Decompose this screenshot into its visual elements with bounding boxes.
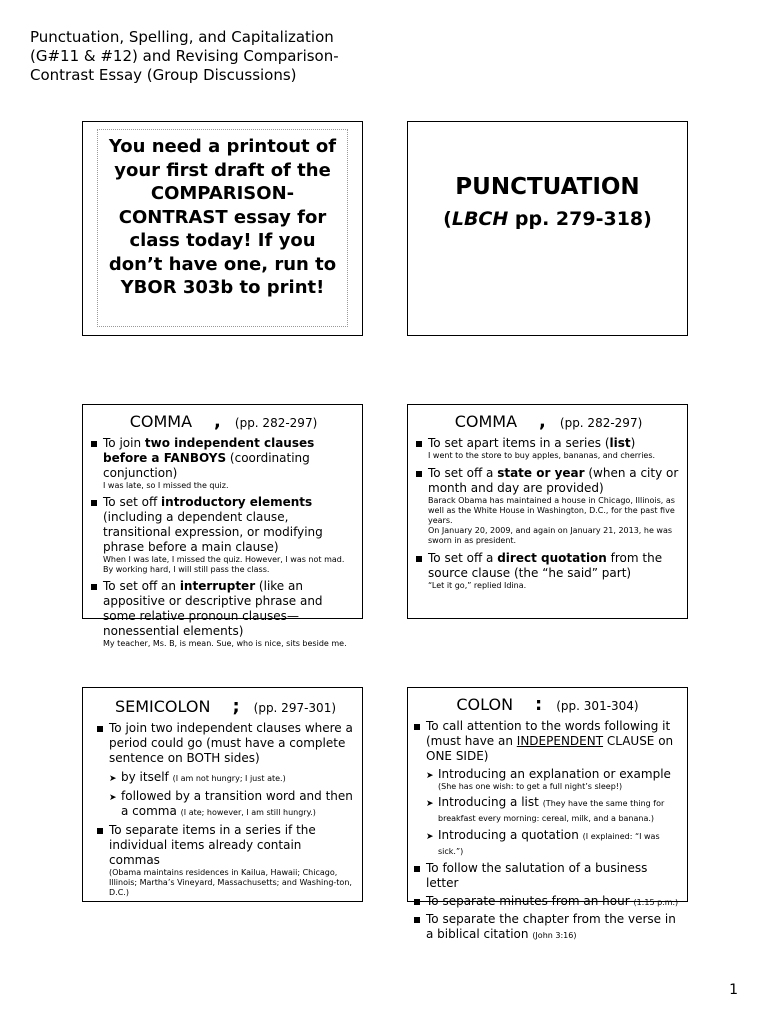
slide-title — [91, 411, 356, 432]
subtitle-open-paren: ( — [443, 208, 452, 230]
header-line-1: Punctuation, Spelling, and Capitalization — [30, 28, 334, 46]
reminder-line-2: your first draft of the — [114, 159, 331, 181]
sub-bullet-item: ➤ Introducing an explanation or example (She has one wish: to get a full night’s sleep!) — [426, 767, 681, 792]
slide-title — [416, 411, 681, 432]
slide-title — [414, 694, 681, 715]
square-bullet-icon — [414, 899, 420, 905]
subtitle-book: LBCH — [451, 208, 509, 230]
header-line-2: (G#11 & #12) and Revising Comparison- — [30, 47, 339, 65]
title-word: SEMICOLON — [114, 697, 211, 716]
bullet-item: To set off an interrupter (like an appositive or descriptive phrase and some relative pronoun clauses—nonessential elements) My teacher, Ms. B, is mean. Sue, who is nice, sits beside me. — [91, 579, 356, 649]
example-text: (John 3:16) — [532, 931, 577, 940]
reminder-box — [97, 129, 348, 327]
header-line-3: Contrast Essay (Group Discussions) — [30, 66, 297, 84]
example-text: (They have the same thing for breakfast every morning: cereal, milk, and a banana.) — [438, 799, 665, 823]
semicolon-mark: ; — [232, 696, 240, 717]
bullet-item: To set off introductory elements (including a dependent clause, transitional expression, or modifying phrase before a main clause) When I was late, I missed the quiz. However, I was not mad. By working hard, I will still pass the class. — [91, 495, 356, 575]
title-pages: (pp. 301-304) — [556, 699, 639, 713]
bullet-item: To join two independent clauses where a period could go (must have a complete sentence on BOTH sides) — [97, 721, 354, 766]
bullet-item: To join two independent clauses before a FANBOYS (coordinating conjunction) I was late, so I missed the quiz. — [91, 436, 356, 491]
title-pages: (pp. 297-301) — [253, 701, 337, 715]
comma-mark: , — [214, 411, 221, 432]
arrow-bullet-icon: ➤ — [109, 793, 117, 803]
reminder-line-1: You need a printout of — [108, 136, 337, 157]
square-bullet-icon — [416, 471, 422, 477]
slide-punctuation-title — [407, 121, 688, 336]
arrow-bullet-icon: ➤ — [426, 832, 434, 842]
bullet-item: To set off a direct quotation from the source clause (the “he said” part) “Let it go,” replied Idina. — [416, 551, 681, 591]
title-pages: (pp. 282-297) — [559, 416, 643, 430]
square-bullet-icon — [91, 500, 97, 506]
slide-printout-reminder — [82, 121, 363, 336]
slide-comma-2 — [407, 404, 688, 619]
bullet-item: To separate the chapter from the verse in a biblical citation (John 3:16) — [414, 912, 681, 942]
example-text: (I am not hungry; I just ate.) — [172, 774, 286, 783]
reminder-line-6: don’t have one, run to — [108, 253, 337, 275]
square-bullet-icon — [97, 726, 103, 732]
example-text: Barack Obama has maintained a house in Chicago, Illinois, as well as the White House in Washington, D.C., for the past five years. — [428, 496, 675, 525]
example-text: On January 20, 2009, and again on January 21, 2013, he was sworn in as president. — [428, 526, 673, 545]
title-word: COMMA — [454, 412, 518, 431]
bullet-item: To separate items in a series if the individual items already contain commas (Obama maintains residences in Kailua, Hawaii; Chicago, Illinois; Martha’s Vineyard, Massachusetts; and Washing-ton, D.C.) — [97, 823, 354, 898]
example-text: When I was late, I missed the quiz. However, I was not mad. — [103, 555, 345, 564]
slide-semicolon — [82, 687, 363, 902]
reminder-line-4: CONTRAST essay for — [118, 206, 327, 228]
square-bullet-icon — [414, 917, 420, 923]
square-bullet-icon — [97, 828, 103, 834]
sub-bullet-item: ➤ followed by a transition word and then a comma (I ate; however, I am still hungry.) — [109, 789, 353, 818]
bullet-item: To separate minutes from an hour (1:15 p.m.) — [414, 894, 681, 909]
title-pages: (pp. 282-297) — [234, 416, 318, 430]
bullet-item: To call attention to the words following it (must have an INDEPENDENT CLAUSE on ONE SIDE) — [414, 719, 681, 764]
square-bullet-icon — [416, 556, 422, 562]
square-bullet-icon — [91, 584, 97, 590]
punctuation-subtitle — [408, 208, 687, 230]
bullet-item: To set off a state or year (when a city or month and day are provided) Barack Obama has maintained a house in Chicago, Illinois, as well as the White House in Washington, D.C., for the past five years. On January 20, 2009, and again on January 21, 2013, he was sworn in as president. — [416, 466, 681, 546]
square-bullet-icon — [414, 866, 420, 872]
example-text: I was late, so I missed the quiz. — [103, 481, 229, 490]
example-text: (I explained: “I was sick.”) — [438, 832, 660, 856]
punctuation-title: PUNCTUATION — [455, 174, 640, 200]
arrow-bullet-icon: ➤ — [426, 771, 434, 781]
bullet-item: To follow the salutation of a business letter — [414, 861, 681, 891]
slide-comma-1 — [82, 404, 363, 648]
example-text: “Let it go,” replied Idina. — [428, 581, 527, 590]
arrow-bullet-icon: ➤ — [109, 774, 117, 784]
example-text: I went to the store to buy apples, bananas, and cherries. — [428, 451, 656, 460]
reminder-line-3: COMPARISON- — [150, 183, 295, 204]
slide-colon — [407, 687, 688, 941]
square-bullet-icon — [416, 441, 422, 447]
example-text: (I ate; however, I am still hungry.) — [180, 808, 316, 817]
comma-mark: , — [539, 411, 546, 432]
example-text: (Obama maintains residences in Kailua, Hawaii; Chicago, Illinois; Martha’s Vineyard, Massachusetts; and Washing-ton, D.C.) — [109, 868, 352, 897]
colon-mark: : — [535, 694, 543, 715]
page-number: 1 — [729, 982, 738, 998]
reminder-line-5: class today! If you — [129, 230, 316, 251]
sub-bullet-item: ➤ Introducing a list (They have the same thing for breakfast every morning: cereal, milk, and a banana.) — [426, 795, 665, 823]
example-text: (1:15 p.m.) — [633, 898, 679, 907]
title-word: COLON — [456, 695, 514, 714]
arrow-bullet-icon: ➤ — [426, 799, 434, 809]
subtitle-pages: pp. 279-318) — [508, 208, 652, 230]
bullet-item: To set apart items in a series (list) I went to the store to buy apples, bananas, and cherries. — [416, 436, 681, 461]
example-text: (She has one wish: to get a full night’s sleep!) — [438, 782, 623, 791]
slide-title — [97, 696, 354, 717]
reminder-line-7: YBOR 303b to print! — [120, 277, 325, 298]
document-header — [30, 28, 360, 85]
square-bullet-icon — [91, 441, 97, 447]
title-word: COMMA — [129, 412, 193, 431]
sub-bullet-item: ➤ Introducing a quotation (I explained: “I was sick.”) — [426, 828, 660, 856]
square-bullet-icon — [414, 724, 420, 730]
sub-bullet-item: ➤ by itself (I am not hungry; I just ate.) — [109, 770, 354, 785]
example-text: By working hard, I will still pass the class. — [103, 565, 270, 574]
example-text: My teacher, Ms. B, is mean. Sue, who is nice, sits beside me. — [103, 639, 347, 648]
